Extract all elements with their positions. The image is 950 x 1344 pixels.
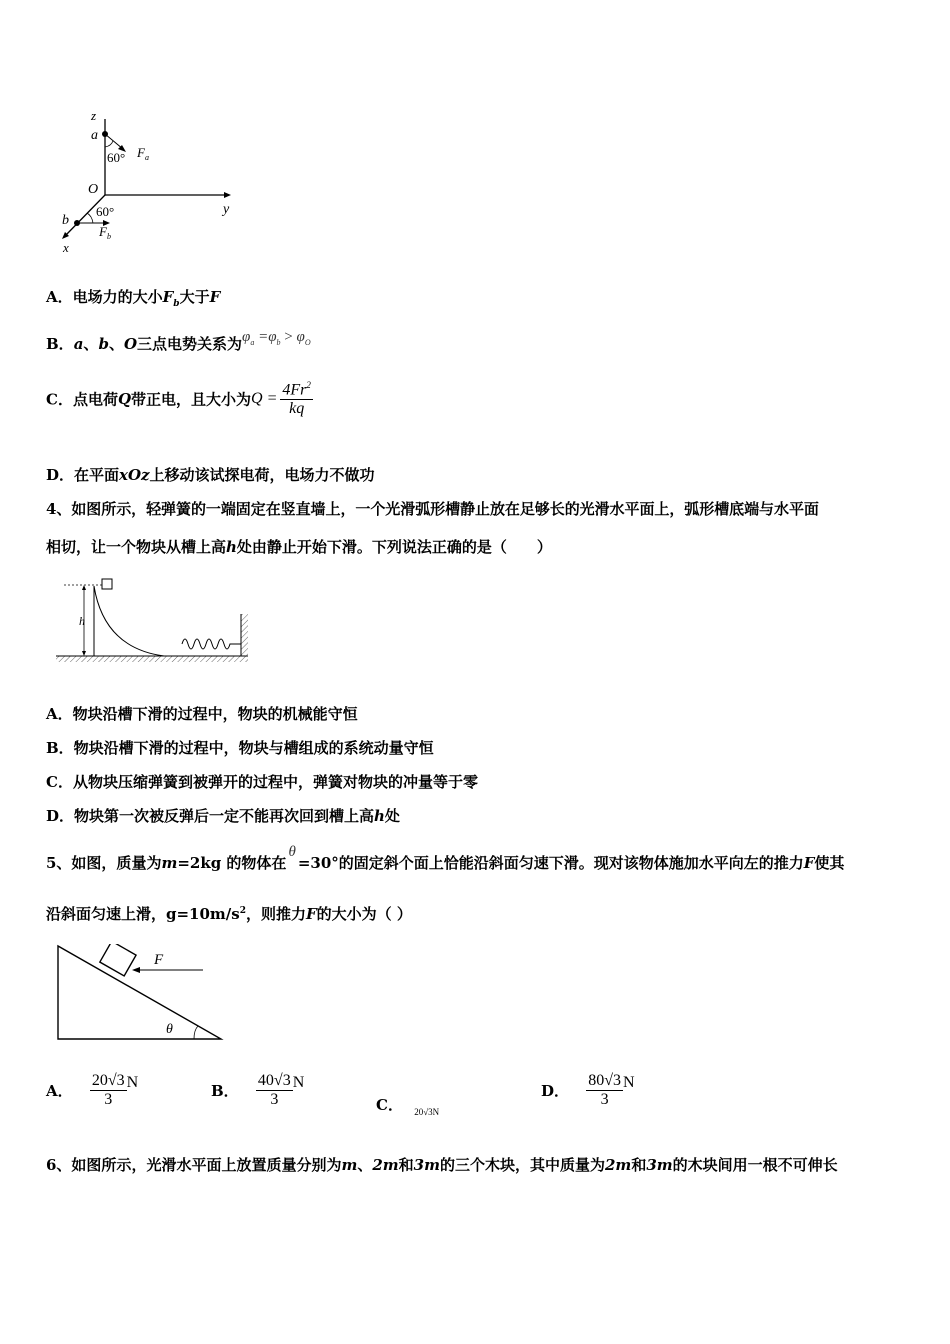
q4-option-b: B．物块沿槽下滑的过程中，物块与槽组成的系统动量守恒 <box>46 739 434 757</box>
figure-arc-slot-spring <box>54 576 254 666</box>
ground <box>56 656 248 662</box>
theta-label: θ <box>166 1022 173 1037</box>
q4-stem-line2: 相切，让一个物块从槽上高h处由静止开始下滑。下列说法正确的是（ ） <box>46 538 552 556</box>
arc-slot <box>94 586 164 656</box>
f-label: F <box>154 952 164 968</box>
charge-formula-fraction: $\frac{4Fr^2}{kq}$ <box>282 380 311 418</box>
figure-incline <box>55 944 245 1044</box>
q3-option-c: C．点电荷Q带正电，且大小为Q = $\frac{4Fr^2}{kq}$ <box>46 380 311 418</box>
q4-option-d: D．物块第一次被反弹后一定不能再次回到槽上高h处 <box>46 807 400 825</box>
q3-option-d: D．在平面xOz上移动该试探电荷，电场力不做功 <box>46 466 375 484</box>
block <box>102 579 112 589</box>
a-label: a <box>91 128 98 143</box>
q5-option-d: D． $\frac{80√3}{3}$ N <box>541 1072 635 1108</box>
incline-triangle <box>58 946 221 1039</box>
x-label: x <box>63 240 69 255</box>
q4-option-a: A．物块沿槽下滑的过程中，物块的机械能守恒 <box>46 705 358 723</box>
wall <box>241 614 248 656</box>
q5-option-a: A． $\frac{20√3}{3}$ N <box>46 1072 139 1108</box>
y-axis-arrow <box>224 192 231 198</box>
theta-symbol: θ <box>288 844 296 860</box>
fa-label: $F_a$ <box>137 145 149 162</box>
b-label: b <box>62 213 69 228</box>
q4-option-c: C．从物块压缩弹簧到被弹开的过程中，弹簧对物块的冲量等于零 <box>46 773 478 791</box>
h-label: h <box>79 614 85 628</box>
incline-block <box>100 944 136 976</box>
spring <box>182 639 241 649</box>
charge-formula-lhs: Q = <box>251 390 278 408</box>
figure-coordinate-axes <box>55 105 245 255</box>
q5-option-c: C． $_{20√3N}$ <box>376 1096 440 1117</box>
push-force-arrowhead <box>132 967 140 973</box>
q5-stem-line2: 沿斜面匀速上滑，$g=10m/s^2$，则推力F的大小为（ ） <box>46 905 412 923</box>
angle-a-label: 60° <box>107 150 126 165</box>
y-label: y <box>223 202 230 217</box>
o-label: O <box>88 182 99 197</box>
q5-option-b: B． $\frac{40√3}{3}$ N <box>211 1072 305 1108</box>
q3-option-b: B．a、b、O三点电势关系为$\varphi_a =\varphi_b > \varphi_O$ <box>46 329 311 353</box>
q4-stem-line1: 4、如图所示，轻弹簧的一端固定在竖直墙上，一个光滑弧形槽静止放在足够长的光滑水平面上，弧形槽底端与水平面 <box>46 500 819 518</box>
q5-stem-line1: 5、如图，质量为m=2kg 的物体在θ=30°的固定斜个面上恰能沿斜面匀速下滑。现对该物体施加水平向左的推力F使其 <box>46 844 845 872</box>
height-arrow-bottom <box>82 651 86 656</box>
block-on-incline <box>100 944 136 976</box>
height-arrow-top <box>82 585 86 590</box>
z-label: z <box>91 108 97 123</box>
fb-label: $F_b$ <box>99 224 111 241</box>
angle-a-arc <box>105 141 113 147</box>
potential-relation: $\varphi_a =\varphi_b > \varphi_O$ <box>242 329 311 347</box>
q6-stem-line1: 6、如图所示，光滑水平面上放置质量分别为m、2m和3m的三个木块，其中质量为2m和3m的木块间用一根不可伸长 <box>46 1156 838 1174</box>
angle-b-label: 60° <box>96 204 115 219</box>
angle-b-arc <box>87 213 93 223</box>
q3-option-a: A．电场力的大小$F_b$大于F <box>46 288 221 309</box>
